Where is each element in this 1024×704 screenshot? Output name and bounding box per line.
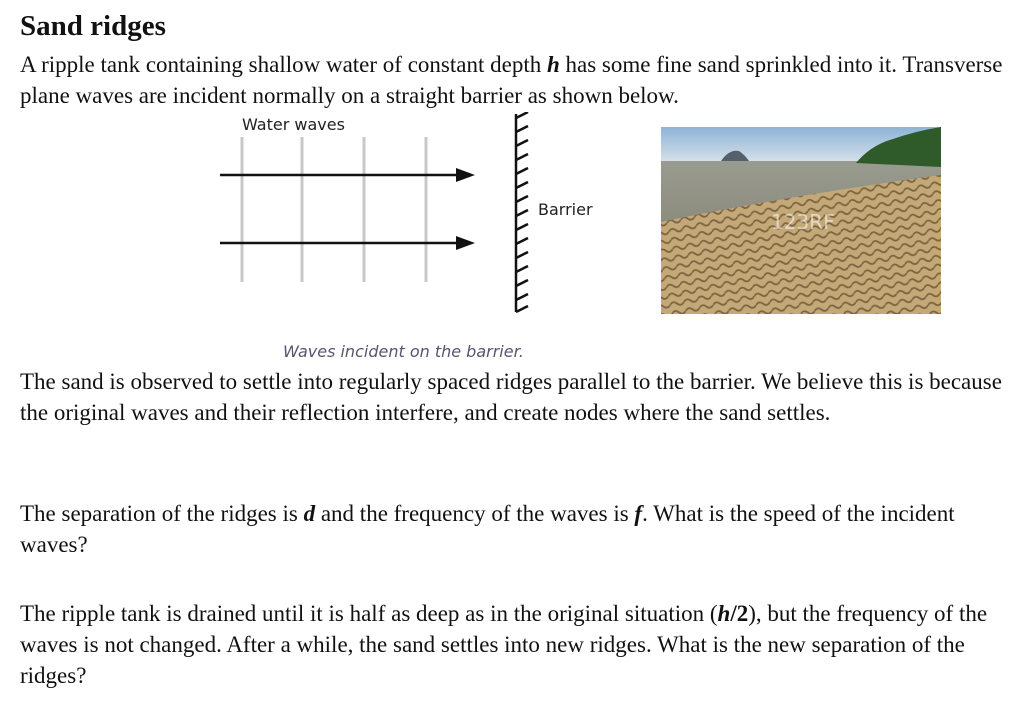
question-1 — [20, 498, 1005, 560]
observation-paragraph: The sand is observed to settle into regularly spaced ridges parallel to the barrier. We believe this is because the original waves and their reflection interfere, and create nodes where the sand settles. — [20, 369, 1002, 425]
slash: / — [730, 601, 737, 626]
var-h: h — [546, 52, 560, 77]
arrow-head — [456, 168, 475, 182]
question-2 — [20, 598, 1005, 691]
q1-text-3: . What is the speed of the incident waves? — [20, 501, 955, 557]
intro-text-1: A ripple tank containing shallow water of constant depth — [20, 52, 547, 77]
photo-watermark: 123RF — [771, 210, 835, 234]
intro-paragraph — [20, 49, 1005, 111]
q1-text-2: and the frequency of the waves is — [315, 501, 635, 526]
water-waves-label: Water waves — [242, 115, 345, 134]
figure-caption: Waves incident on the barrier. — [283, 342, 524, 361]
wave-diagram — [200, 112, 620, 362]
var-f: f — [634, 501, 643, 526]
page-title: Sand ridges — [20, 10, 166, 42]
intro-text-2: has some fine sand sprinkled into it. Transverse plane waves are incident normally on a straight barrier as shown below. — [20, 52, 1003, 108]
number-two: 2 — [736, 601, 749, 626]
wave-fronts — [242, 137, 426, 282]
barrier — [516, 112, 528, 312]
barrier-label: Barrier — [538, 200, 593, 219]
direction-arrows — [220, 168, 475, 250]
var-h: h — [717, 601, 731, 626]
q1-text-1: The separation of the ridges is — [20, 501, 304, 526]
q2-text-1: The ripple tank is drained until it is half as deep as in the original situation ( — [20, 601, 718, 626]
q2-text-2: ), but the frequency of the waves is not changed. After a while, the sand settles into new ridges. What is the new separation of the ridges? — [20, 601, 988, 688]
arrow-head — [456, 236, 475, 250]
beach-sand-ripples-photo — [661, 127, 941, 314]
var-d: d — [303, 501, 316, 526]
